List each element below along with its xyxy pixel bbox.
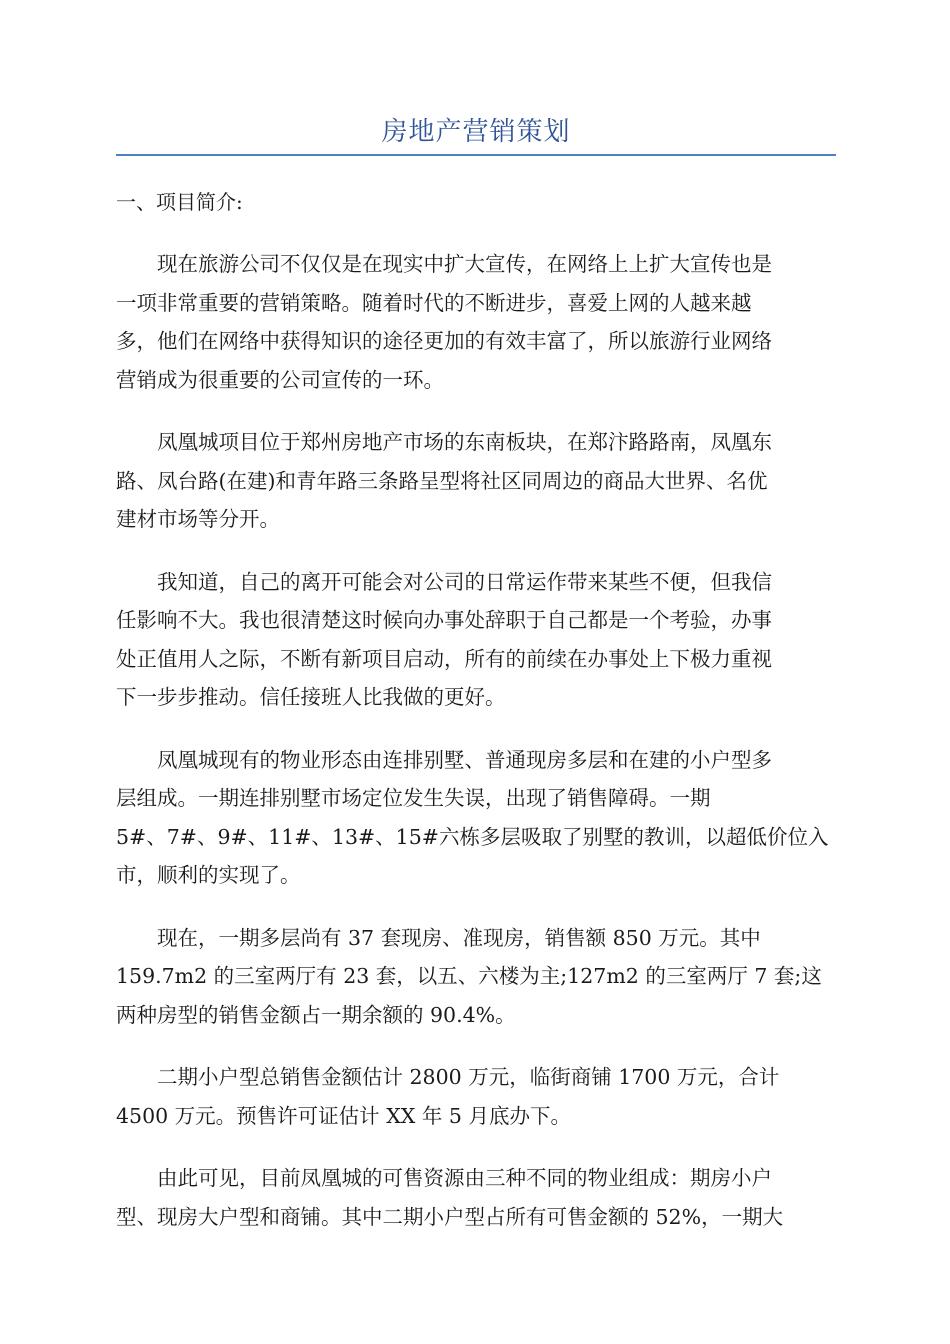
- paragraph-line: 处正值用人之际，不断有新项目启动，所有的前续在办事处上下极力重视: [116, 646, 772, 671]
- paragraph-line: 我知道，自己的离开可能会对公司的日常运作带来某些不便，但我信: [157, 569, 772, 594]
- paragraph-line: 建材市场等分开。: [116, 507, 280, 531]
- paragraph: [116, 741, 836, 895]
- paragraph-line: 由此可见，目前凤凰城的可售资源由三种不同的物业组成：期房小户: [157, 1166, 772, 1190]
- paragraph: [116, 245, 836, 399]
- body-text: [116, 245, 836, 1236]
- paragraph-line: 多，他们在网络中获得知识的途径更加的有效丰富了，所以旅游行业网络: [116, 329, 772, 353]
- paragraph-line: 4500 万元。预售许可证估计 XX 年 5 月底办下。: [116, 1103, 571, 1128]
- paragraph-line: 层组成。一期连排别墅市场定位发生失误，出现了销售障碍。一期: [116, 786, 711, 810]
- paragraph-line: 型、现房大户型和商铺。其中二期小户型占所有可售金额的 52%，一期大: [116, 1204, 784, 1229]
- paragraph-line: 两种房型的销售金额占一期余额的 90.4%。: [116, 1002, 516, 1027]
- paragraph: [116, 1159, 836, 1236]
- paragraph-line: 5#、7#、9#、11#、13#、15#六栋多层吸取了别墅的教训，以超低价位入: [116, 824, 829, 849]
- paragraph-line: 任影响不大。我也很清楚这时候向办事处辞职于自己都是一个考验，办事: [116, 608, 772, 632]
- paragraph-line: 159.7m2 的三室两厅有 23 套，以五、六楼为主;127m2 的三室两厅 7 套;这: [116, 964, 822, 988]
- paragraph-line: 营销成为很重要的公司宣传的一环。: [116, 367, 444, 392]
- paragraph: [116, 423, 836, 539]
- paragraph-line: 凤凰城项目位于郑州房地产市场的东南板块，在郑汴路路南，凤凰东: [157, 430, 772, 454]
- paragraph-line: 凤凰城现有的物业形态由连排别墅、普通现房多层和在建的小户型多: [157, 747, 772, 772]
- document-page: [116, 0, 836, 1236]
- paragraph: [116, 919, 836, 1035]
- paragraph-line: 下一步步推动。信任接班人比我做的更好。: [116, 685, 506, 709]
- section-heading: 一、项目简介:: [116, 190, 243, 214]
- document-title: 房地产营销策划: [381, 117, 571, 147]
- paragraph: [116, 1058, 836, 1135]
- paragraph-line: 现在，一期多层尚有 37 套现房、准现房，销售额 850 万元。其中: [157, 925, 761, 950]
- paragraph-line: 一项非常重要的营销策略。随着时代的不断进步，喜爱上网的人越来越: [116, 290, 752, 315]
- paragraph-line: 市，顺利的实现了。: [116, 863, 301, 887]
- paragraph-line: 现在旅游公司不仅仅是在现实中扩大宣传，在网络上上扩大宣传也是: [157, 252, 772, 276]
- paragraph: [116, 563, 836, 717]
- title-underline: [116, 154, 836, 156]
- paragraph-line: 二期小户型总销售金额估计 2800 万元，临街商铺 1700 万元，合计: [157, 1065, 780, 1089]
- paragraph-line: 路、凤台路(在建)和青年路三条路呈型将社区同周边的商品大世界、名优: [116, 468, 768, 493]
